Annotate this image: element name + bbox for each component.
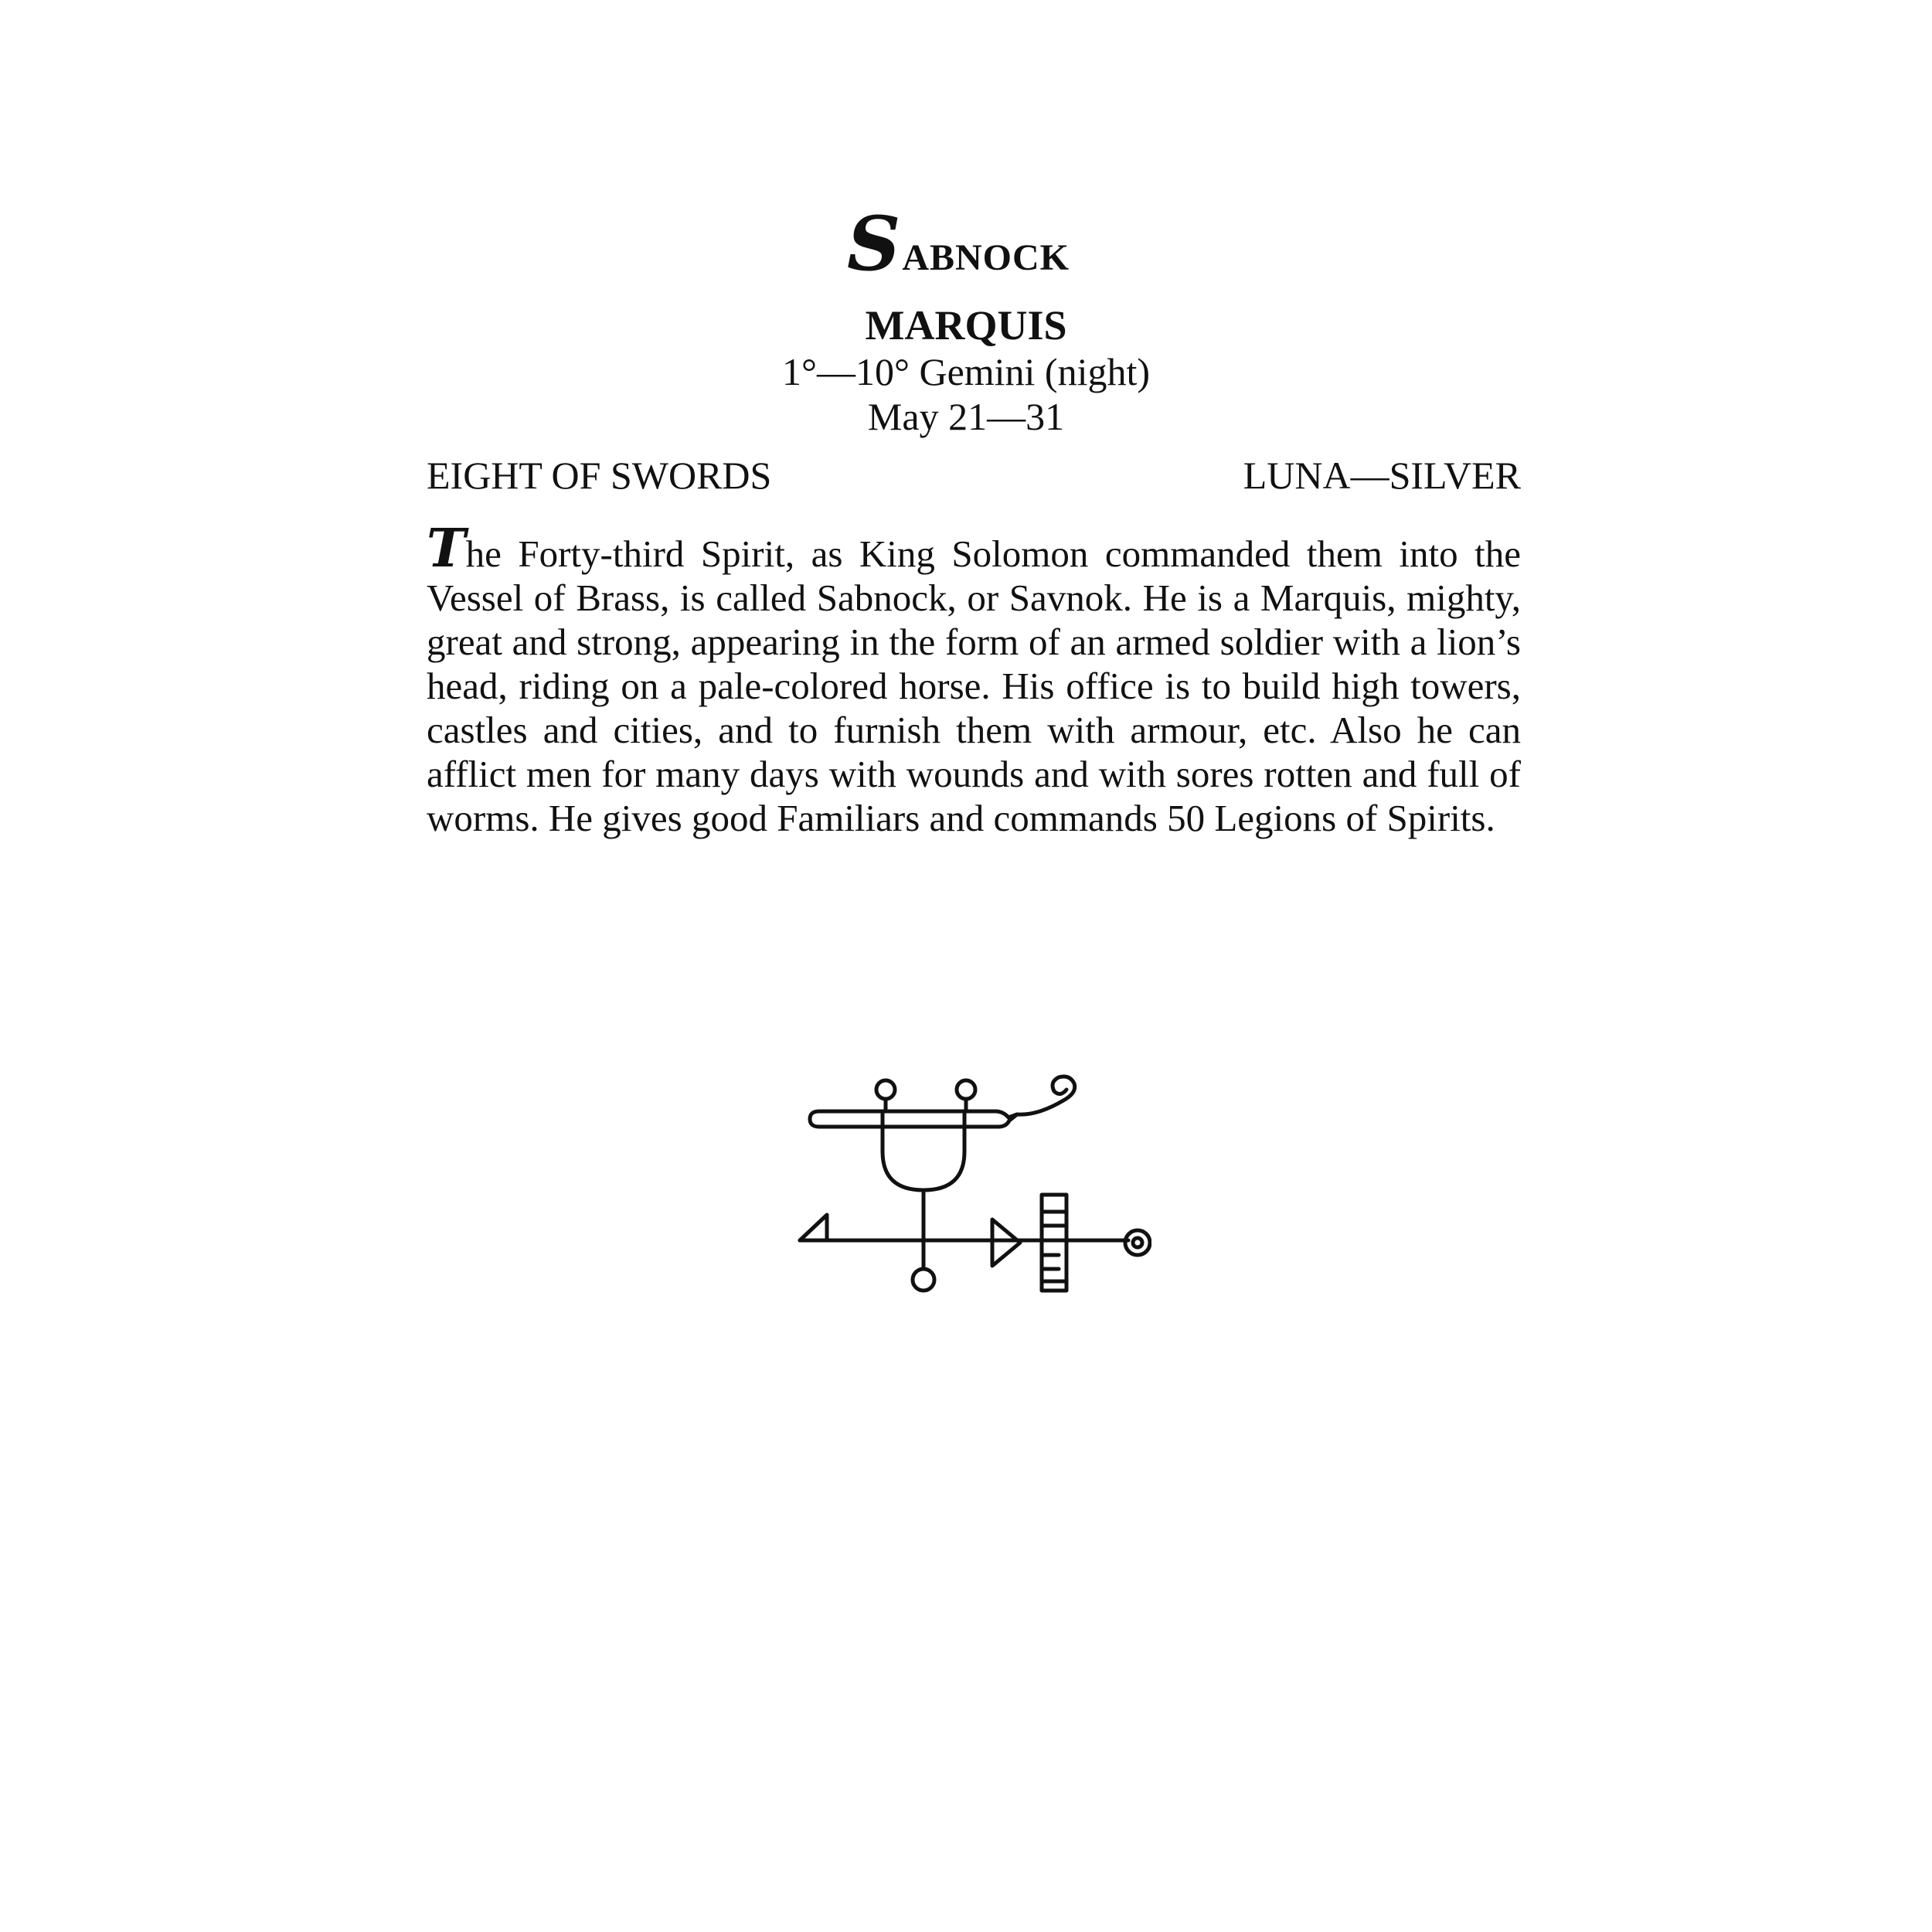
tarot-attribution: EIGHT OF SWORDS [427, 454, 772, 497]
spirit-rank: MARQUIS [865, 302, 1067, 349]
spirit-description [427, 518, 1521, 840]
description-initial: T [427, 518, 466, 580]
planet-metal-attribution: LUNA—SILVER [1243, 454, 1521, 497]
zodiac-degrees: 1°—10° Gemini (night) [781, 350, 1151, 393]
seal-of-sabnock-icon [796, 1066, 1151, 1306]
date-range: May 21—31 [867, 395, 1065, 438]
name-rest: ABNOCK [902, 237, 1070, 278]
spirit-name-heading [847, 200, 1102, 287]
description-text: he Forty-third Spirit, as King Solomon commanded them into the Vessel of Brass, is called Sabnock, or Savnok. He is a Marquis, mighty, great and strong, appearing in the form of an armed soldier with a lion’s head, riding on a pale-colored horse. His office is to build high towers, castles and cities, and to furnish them with armour, etc. Also he can afflict men for many days with wounds and with sores rotten and full of worms. He gives good Familiars and commands 50 Legions of Spirits. [427, 532, 1521, 839]
name-initial: S [847, 200, 901, 287]
